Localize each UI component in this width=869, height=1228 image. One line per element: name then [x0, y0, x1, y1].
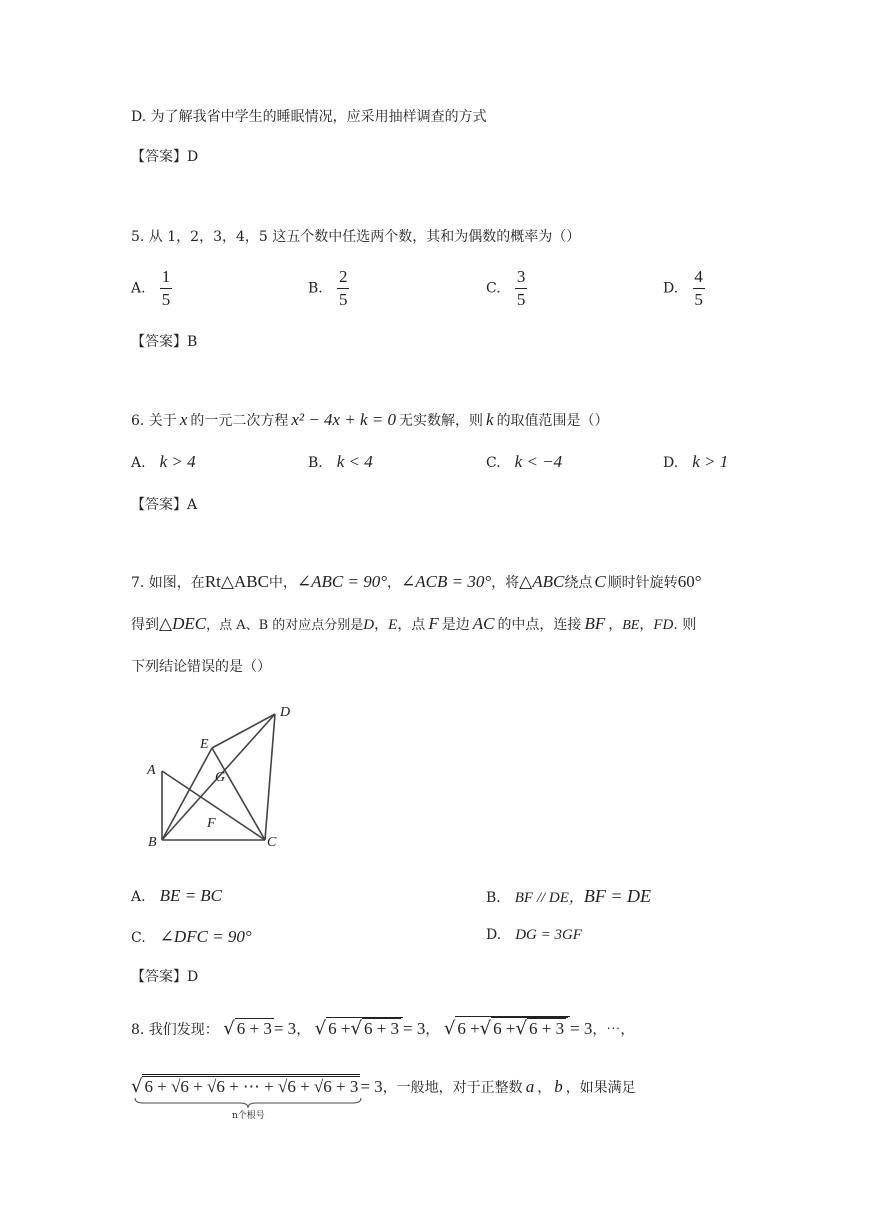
option-expr: k > 1	[692, 452, 729, 471]
text: 6. 关于	[131, 413, 177, 429]
radical-icon: √	[479, 1018, 492, 1039]
text: ，	[296, 1022, 311, 1038]
numerator: 3	[516, 267, 526, 286]
var-k: k	[486, 410, 494, 429]
text: ，	[608, 617, 623, 633]
option-label: A.	[131, 280, 146, 297]
denominator: 5	[338, 290, 348, 309]
option-label: D.	[486, 927, 502, 943]
option-label: C.	[486, 455, 501, 471]
option-label: C.	[486, 280, 501, 297]
text: . 则	[673, 617, 697, 633]
label-d: D	[280, 705, 291, 720]
math: 6 +	[493, 1019, 516, 1038]
math: Rt△ABC	[204, 572, 269, 591]
radicand	[491, 1017, 568, 1039]
label-b: B	[148, 835, 157, 850]
brace-label: n个根号	[232, 1111, 265, 1121]
q6-option-d	[663, 452, 728, 472]
numerator: 2	[338, 267, 348, 286]
text: ，	[425, 1022, 440, 1038]
math: 6 +	[457, 1019, 480, 1038]
text: 的中点，连接	[497, 617, 582, 633]
numerator: 1	[161, 267, 171, 286]
q5-option-b	[308, 268, 349, 309]
math: BE	[622, 618, 640, 633]
var-x: x	[179, 410, 188, 429]
q7-figure	[140, 700, 310, 855]
radical-icon: √	[443, 1018, 456, 1039]
var-b: b	[554, 1077, 563, 1096]
label-e: E	[200, 737, 209, 752]
fraction	[160, 268, 172, 309]
radicand: 6 + 3	[528, 1019, 565, 1038]
label-c: C	[267, 835, 277, 850]
text: 无实数解，则	[399, 413, 484, 429]
text: 的一元二次方程	[190, 413, 289, 429]
text: ，点	[397, 617, 426, 633]
math: = 3	[273, 1019, 297, 1038]
q7-stem-line1	[131, 572, 702, 592]
q8-line1	[131, 1016, 634, 1039]
math: ∠ABC = 90°	[296, 572, 388, 591]
q6-option-c	[486, 452, 562, 472]
radical-icon: √	[314, 1018, 327, 1039]
q7-stem-line3: 下列结论错误的是（）	[131, 659, 271, 675]
q6-answer: 【答案】A	[131, 497, 198, 513]
edge-ec	[212, 748, 265, 840]
math: D	[363, 617, 375, 633]
var-a: a	[525, 1077, 535, 1096]
q5-answer: 【答案】B	[131, 334, 198, 350]
denominator: 5	[161, 290, 171, 309]
option-label: C.	[131, 930, 146, 946]
denominator: 5	[516, 290, 526, 309]
option-expr: k > 4	[159, 452, 196, 471]
math: BF	[584, 614, 606, 633]
math: C	[594, 572, 606, 591]
radical-icon: √	[131, 1076, 143, 1097]
equation: x² − 4x + k = 0	[291, 410, 397, 429]
edge-be	[162, 748, 212, 840]
q4-option-d: D. 为了解我省中学生的睡眠情况，应采用抽样调查的方式	[131, 109, 487, 125]
text: ，点 A、B 的对应点分别是	[206, 618, 364, 633]
radicand	[455, 1016, 570, 1039]
option-label: A.	[131, 889, 146, 905]
option-label: B.	[308, 280, 323, 297]
text: ，	[537, 1080, 552, 1096]
q5-option-c	[486, 268, 527, 309]
radicand: 6 + 3	[363, 1019, 400, 1038]
q5-option-d	[663, 268, 705, 309]
q6-option-a	[131, 452, 196, 472]
math: AC	[472, 614, 495, 633]
nested-radical: 6 + √6 + √6 + ⋯ + √6 + √6 + 3	[142, 1074, 360, 1097]
math: △DEC	[159, 614, 207, 633]
numerator: 4	[694, 267, 703, 286]
math: = 3	[570, 1019, 593, 1038]
option-expr: BF = DE	[583, 886, 652, 906]
q8-line2	[131, 1074, 636, 1097]
math: ∠ACB = 30°	[401, 572, 492, 591]
q4-answer: 【答案】D	[131, 149, 199, 165]
q7-answer: 【答案】D	[131, 969, 199, 985]
q5-stem: 5. 从 1，2，3，4，5 这五个数中任选两个数，其和为偶数的概率为（）	[131, 229, 581, 245]
radical-icon: √	[223, 1018, 235, 1039]
radical-icon: √	[350, 1018, 362, 1039]
math: = 3	[403, 1019, 426, 1038]
text: ，⋯，	[592, 1022, 635, 1038]
q5-option-a	[131, 268, 172, 309]
option-expr: k < 4	[336, 452, 373, 471]
option-expr: BF // DE，	[514, 890, 584, 906]
text: ，	[387, 575, 402, 591]
text: 8. 我们发现：	[131, 1022, 219, 1038]
edge-ed	[212, 714, 275, 748]
math: 60°	[677, 572, 702, 591]
denominator: 5	[694, 290, 703, 309]
text: 7. 如图，在	[131, 575, 205, 591]
q7-option-d	[486, 927, 582, 944]
math: = 3	[360, 1077, 383, 1096]
fraction	[515, 268, 527, 309]
math: E	[388, 617, 398, 633]
edge-dc	[265, 714, 275, 840]
option-expr: ∠DFC = 90°	[159, 927, 252, 946]
option-label: A.	[131, 455, 146, 471]
option-label: D.	[663, 280, 679, 297]
text: ，	[639, 617, 654, 633]
radicand	[326, 1017, 403, 1039]
option-label: B.	[486, 890, 501, 906]
q6-option-b	[308, 452, 373, 472]
q7-option-b	[486, 886, 651, 907]
q6-stem	[131, 410, 609, 430]
label-f: F	[207, 816, 216, 831]
text: 得到	[131, 617, 159, 633]
math: 6 +	[328, 1019, 351, 1038]
text: ，如果满足	[565, 1080, 636, 1096]
text: ，将	[491, 575, 520, 591]
text: 中，	[268, 575, 297, 591]
option-label: B.	[308, 455, 323, 471]
option-expr: k < −4	[514, 452, 563, 471]
label-a: A	[147, 763, 156, 778]
radicand: 6 + 3	[236, 1019, 272, 1038]
text: 绕点	[564, 575, 593, 591]
option-label: D.	[663, 455, 679, 471]
q7-option-c	[131, 927, 252, 947]
text: 是边	[441, 617, 470, 633]
option-expr: DG = 3GF	[515, 927, 582, 943]
q7-option-a	[131, 886, 222, 906]
radical-icon: √	[515, 1018, 527, 1039]
math: F	[428, 614, 439, 633]
math: FD	[653, 617, 674, 633]
q7-stem-line2	[131, 614, 696, 634]
text: 顺时针旋转	[607, 575, 678, 591]
text: ，	[374, 617, 389, 633]
text: 的取值范围是（）	[496, 413, 609, 429]
fraction	[337, 268, 349, 309]
text: ，一般地，对于正整数	[382, 1080, 523, 1096]
option-expr: BE = BC	[159, 886, 223, 905]
fraction	[693, 268, 705, 309]
label-g: G	[215, 770, 226, 785]
math: △ABC	[519, 572, 565, 591]
